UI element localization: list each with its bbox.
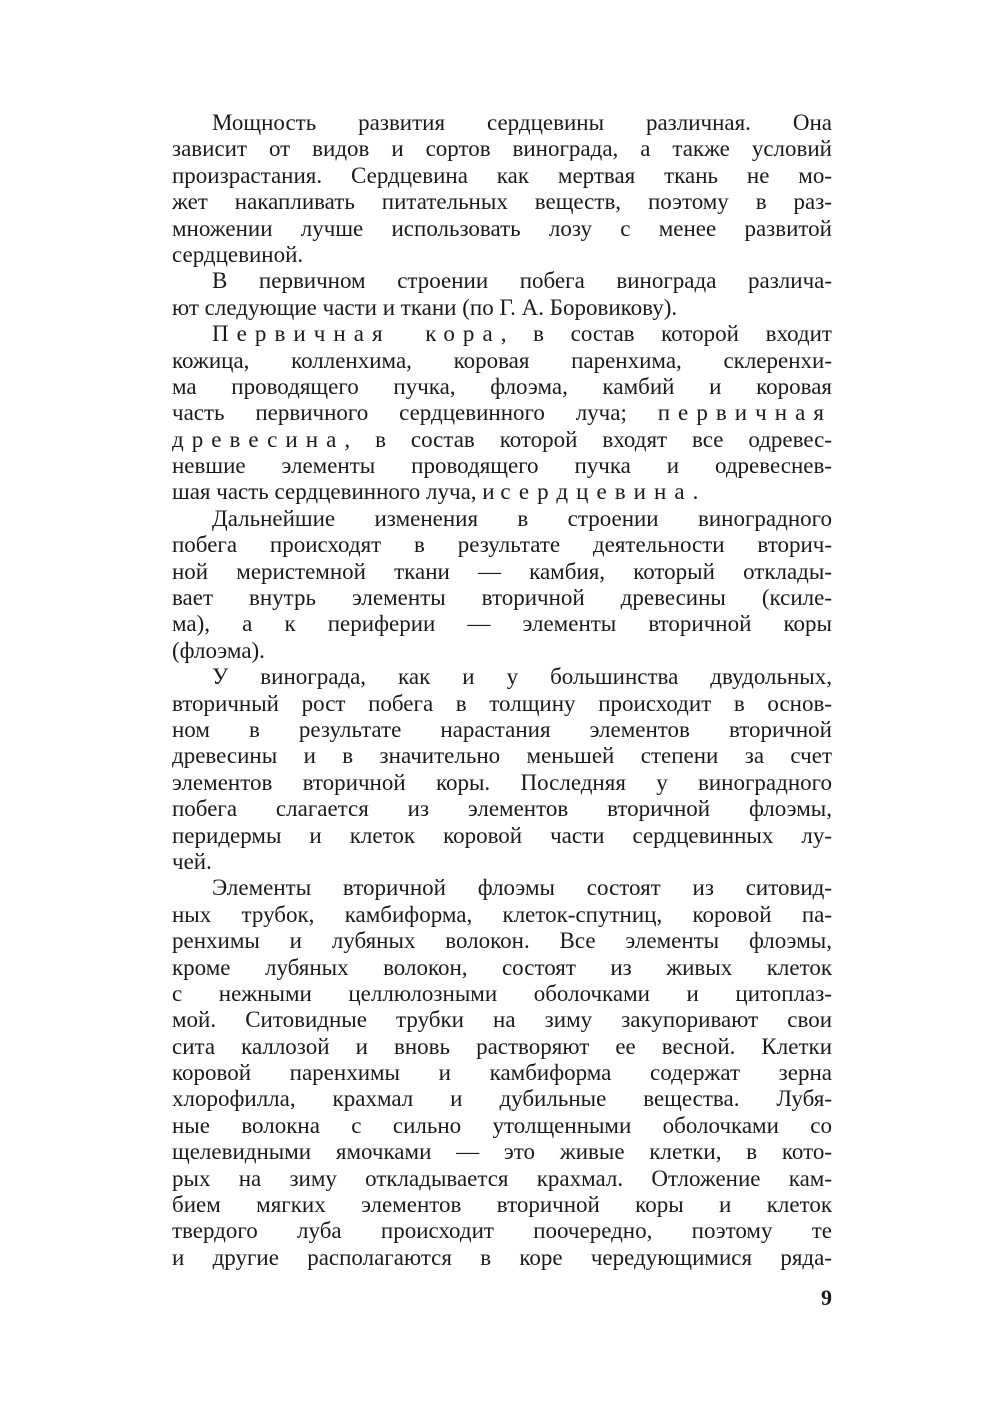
text-line: и другие располагаются в коре чередующимися ряда- xyxy=(172,1244,832,1270)
text-line: коровой паренхимы и камбиформа содержат зерна xyxy=(172,1060,832,1086)
text-line xyxy=(172,321,832,347)
text-line: невшие элементы проводящего пучка и одревеснев- xyxy=(172,453,832,479)
text-line: хлорофилла, крахмал и дубильные вещества. Лубя- xyxy=(172,1086,832,1112)
text-line: элементов вторичной коры. Последняя у виноградного xyxy=(172,769,832,795)
text-line: ных трубок, камбиформа, клеток-спутниц, коровой па- xyxy=(172,901,832,927)
text-line: зависит от видов и сортов винограда, а также условий xyxy=(172,136,832,162)
text-line: бием мягких элементов вторичной коры и клеток xyxy=(172,1192,832,1218)
spaced-term: Первичная кора xyxy=(212,321,501,347)
text-fragment: часть первичного сердцевинного луча; xyxy=(172,400,627,426)
text-line: (флоэма). xyxy=(172,637,265,663)
text-line: ренхимы и лубяных волокон. Все элементы флоэмы, xyxy=(172,928,832,954)
text-line: вторичный рост побега в толщину происходит в основ- xyxy=(172,690,832,716)
text-line: ные волокна с сильно утолщенными оболочками со xyxy=(172,1112,832,1138)
text-fragment: , в состав которой входит xyxy=(500,321,832,347)
paragraph xyxy=(172,268,832,321)
text-line: сита каллозой и вновь растворяют ее весной. Клетки xyxy=(172,1033,832,1059)
paragraph xyxy=(172,321,832,506)
paragraph xyxy=(172,875,832,1271)
text-line: древесины и в значительно меньшей степени за счет xyxy=(172,743,832,769)
spaced-term: древесина xyxy=(172,426,345,452)
text-line: побега слагается из элементов вторичной флоэмы, xyxy=(172,796,832,822)
text-line: В первичном строении побега винограда различа- xyxy=(212,268,832,294)
page-number: 9 xyxy=(821,1285,832,1310)
text-line: кроме лубяных волокон, состоят из живых клеток xyxy=(172,954,832,980)
text-line: ной меристемной ткани — камбия, который отклады- xyxy=(172,558,832,584)
paragraph xyxy=(172,110,832,268)
text-line: сердцевиной. xyxy=(172,241,304,267)
text-line: ном в результате нарастания элементов вторичной xyxy=(172,716,832,742)
paragraph xyxy=(172,664,832,875)
text-line: ют следующие части и ткани (по Г. А. Боровикову). xyxy=(172,294,678,320)
text-line: кожица, колленхима, коровая паренхима, склеренхи- xyxy=(172,347,832,373)
text-fragment: , в состав которой входят все одревес- xyxy=(344,426,832,452)
text-line xyxy=(172,479,832,505)
spaced-term: первичная xyxy=(657,400,833,426)
text-line: вает внутрь элементы вторичной древесины (ксиле- xyxy=(172,585,832,611)
text-line: рых на зиму откладывается крахмал. Отложение кам- xyxy=(172,1165,832,1191)
text-line: мой. Ситовидные трубки на зиму закупоривают свои xyxy=(172,1007,832,1033)
text-line: Элементы вторичной флоэмы состоят из ситовид- xyxy=(212,875,832,901)
text-line xyxy=(172,427,832,453)
text-line: побега происходят в результате деятельности вторич- xyxy=(172,532,832,558)
text-line: У винограда, как и у большинства двудольных, xyxy=(212,664,832,690)
text-line xyxy=(172,400,832,426)
text-line: твердого луба происходит поочередно, поэтому те xyxy=(172,1218,832,1244)
text-line: множении лучше использовать лозу с менее развитой xyxy=(172,215,832,241)
text-line: ма), а к периферии — элементы вторичной коры xyxy=(172,611,832,637)
text-line: ма проводящего пучка, флоэма, камбий и коровая xyxy=(172,373,832,399)
spaced-term: сердцевина xyxy=(500,479,693,505)
text-line: произрастания. Сердцевина как мертвая ткань не мо- xyxy=(172,162,832,188)
paragraph xyxy=(172,506,832,664)
text-line: перидермы и клеток коровой части сердцевинных лу- xyxy=(172,822,832,848)
page-text xyxy=(172,110,832,1271)
text-line: чей. xyxy=(172,848,212,874)
text-line: с нежными целлюлозными оболочками и цитоплаз- xyxy=(172,980,832,1006)
text-line: щелевидными ямочками — это живые клетки, в кото- xyxy=(172,1139,832,1165)
text-fragment: . xyxy=(692,479,699,505)
text-line: Дальнейшие изменения в строении виноградного xyxy=(212,505,832,531)
text-line: Мощность развития сердцевины различная. Она xyxy=(212,110,832,135)
text-line: жет накапливать питательных веществ, поэтому в раз- xyxy=(172,189,832,215)
text-fragment: шая часть сердцевинного луча, и xyxy=(172,479,495,505)
